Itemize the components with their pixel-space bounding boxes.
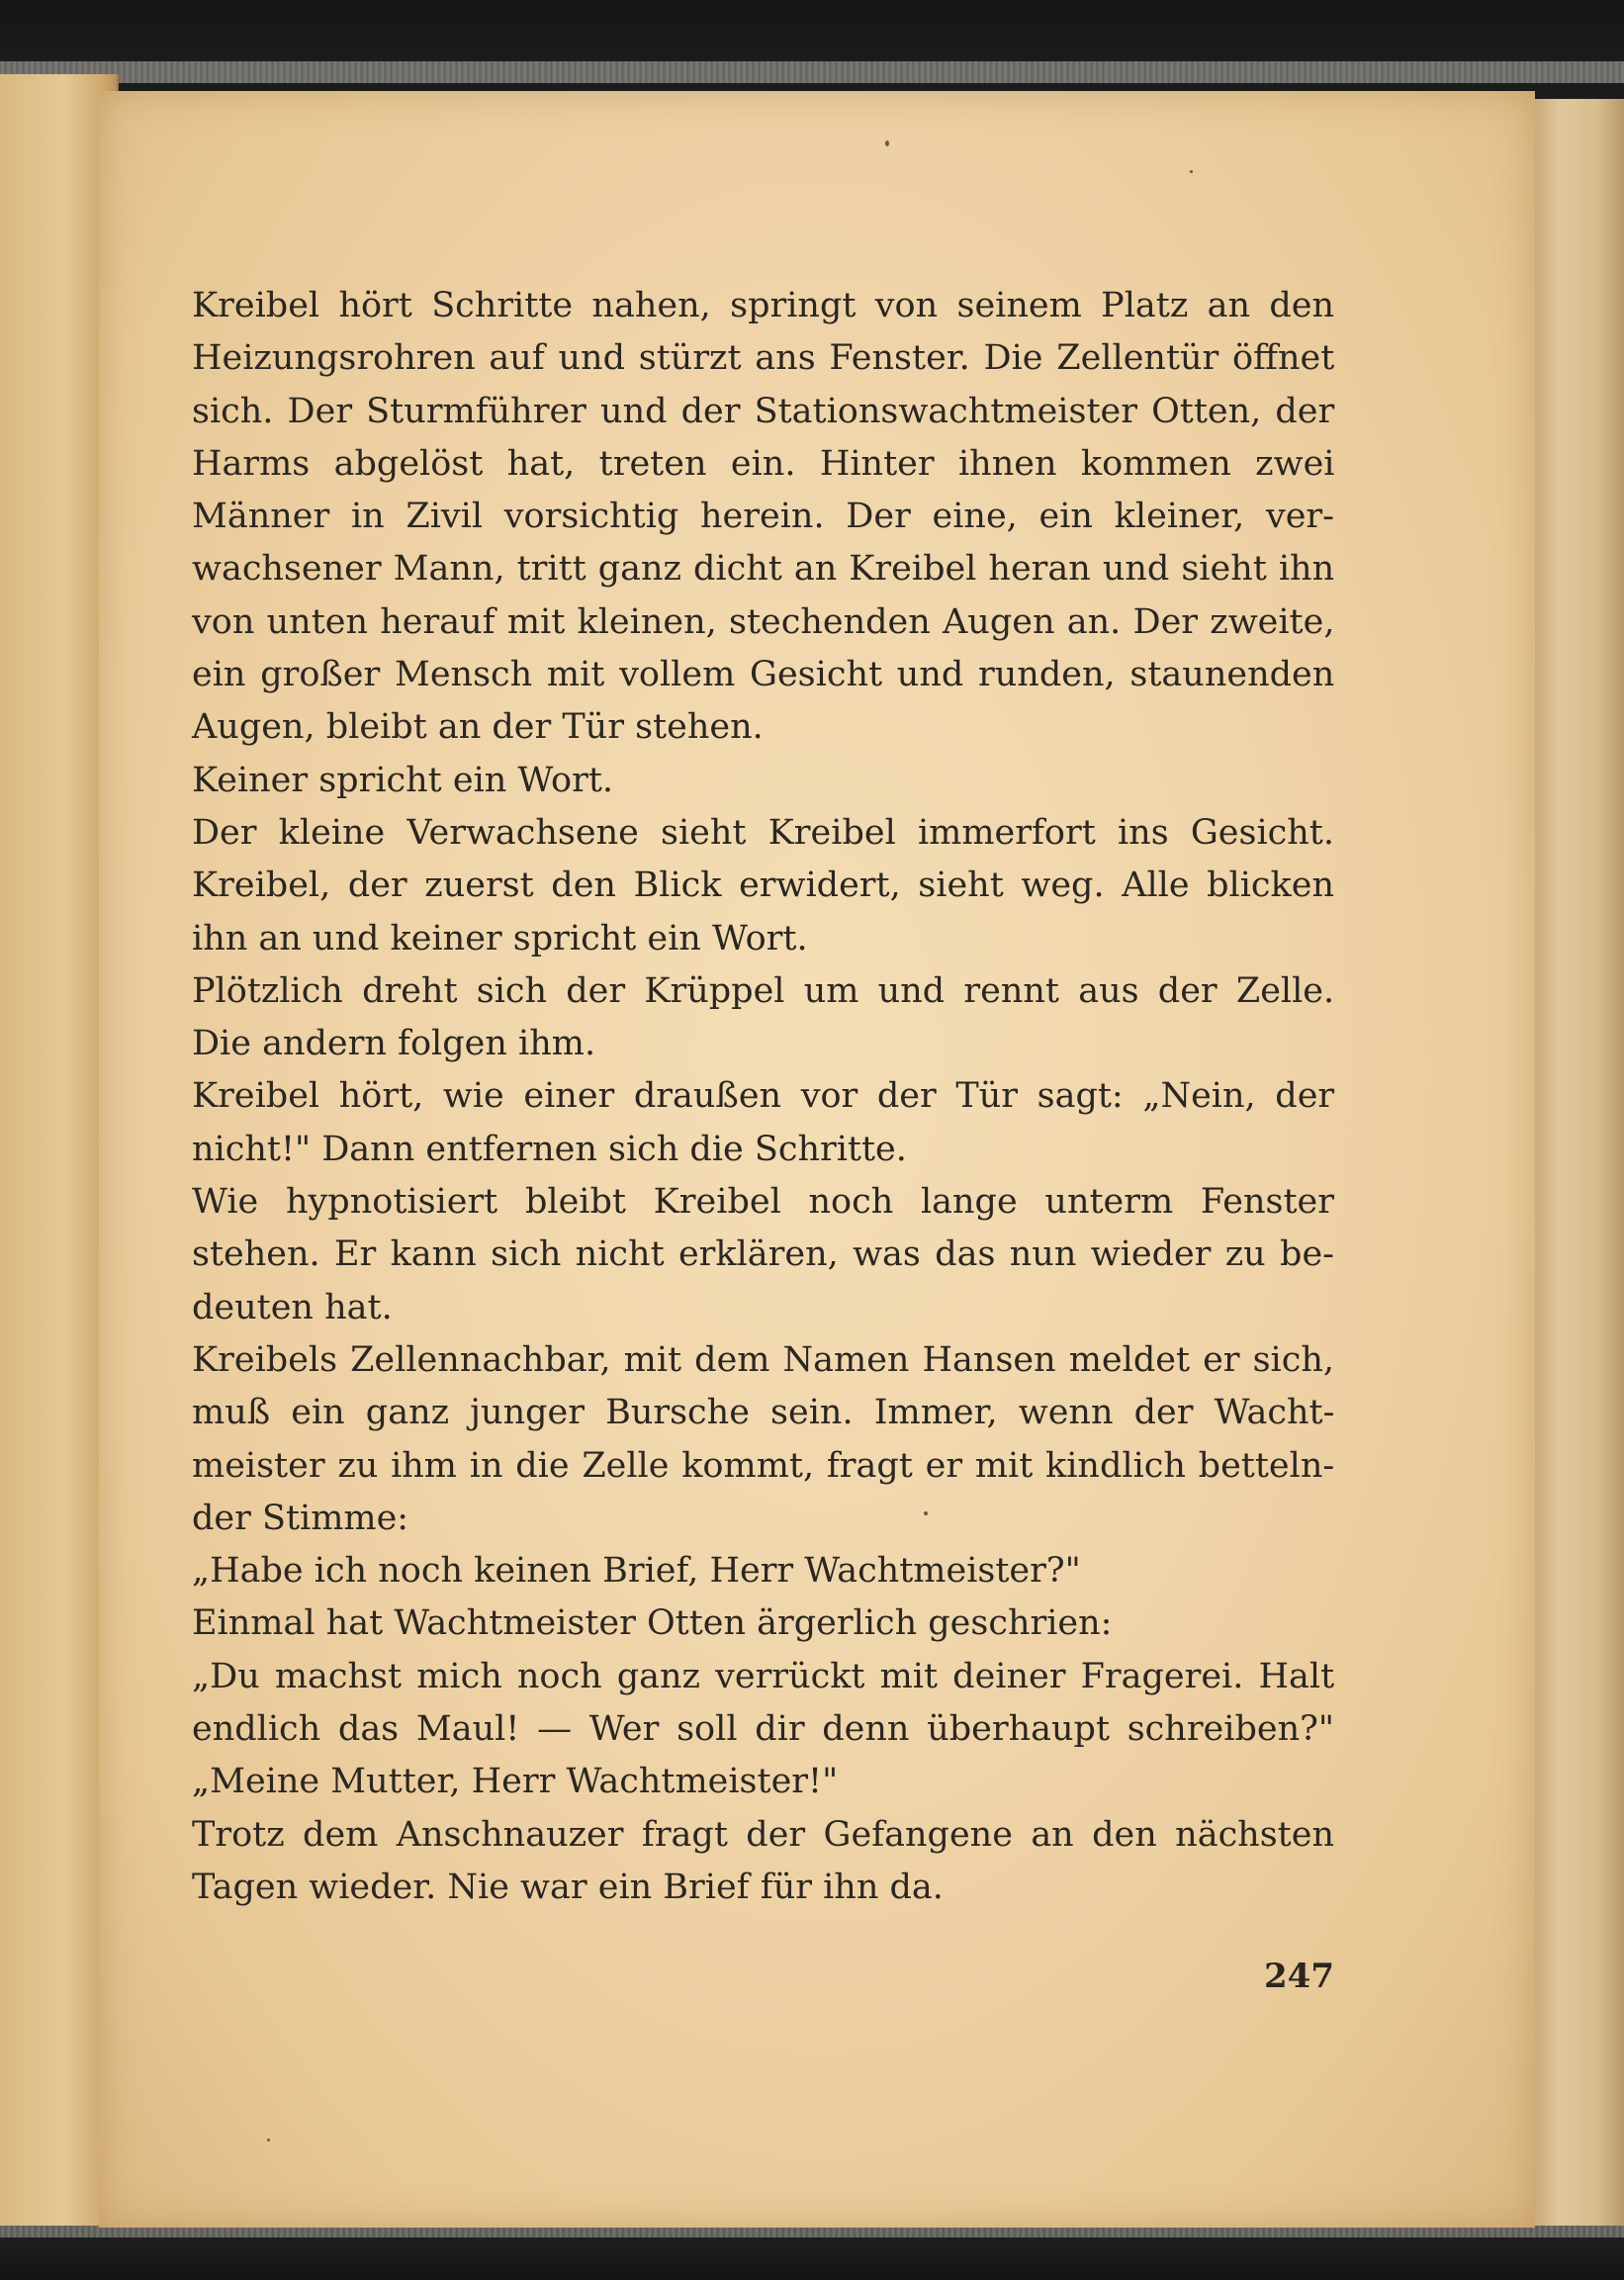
text-line: Heizungsrohren auf und stürzt ans Fenster. Die Zellentür öffnet xyxy=(192,338,1335,379)
text-line: meister zu ihm in die Zelle kommt, fragt er mit kindlich betteln- xyxy=(192,1445,1335,1486)
text-line: nicht!" Dann entfernen sich die Schritte. xyxy=(192,1129,907,1169)
text-line: Kreibel, der zuerst den Blick erwidert, sieht weg. Alle blicken xyxy=(192,866,1334,906)
page-number: 247 xyxy=(1264,1957,1334,1996)
text-line: Kreibels Zellennachbar, mit dem Namen Hansen meldet er sich, xyxy=(192,1339,1334,1380)
paper-speck xyxy=(885,140,889,146)
book-cover-top-edge xyxy=(0,61,1624,83)
text-line: deuten hat. xyxy=(192,1287,393,1327)
text-line: stehen. Er kann sich nicht erklären, was das nun wieder zu be- xyxy=(192,1234,1334,1275)
text-line: sich. Der Sturmführer und der Stationswachtmeister Otten, der xyxy=(192,391,1335,431)
text-line: Augen, bleibt an der Tür stehen. xyxy=(192,707,764,748)
text-line: endlich das Maul! — Wer soll dir denn überhaupt schreiben?" xyxy=(192,1709,1334,1750)
text-line: Der kleine Verwachsene sieht Kreibel immerfort ins Gesicht. xyxy=(192,812,1334,853)
text-line: Männer in Zivil vorsichtig herein. Der eine, ein kleiner, ver- xyxy=(192,497,1334,537)
text-line: ein großer Mensch mit vollem Gesicht und runden, staunenden xyxy=(192,655,1335,695)
text-line: „Du machst mich noch ganz verrückt mit deiner Fragerei. Halt xyxy=(192,1656,1335,1696)
text-line: der Stimme: xyxy=(192,1498,409,1538)
text-line: Die andern folgen ihm. xyxy=(192,1024,596,1064)
text-line: „Meine Mutter, Herr Wachtmeister!" xyxy=(192,1762,839,1802)
paper-speck xyxy=(1190,170,1193,173)
body-text xyxy=(192,280,1334,1914)
text-line: Kreibel hört Schritte nahen, springt von seinem Platz an den xyxy=(192,286,1335,325)
paper-speck xyxy=(267,2139,270,2142)
right-page-edges xyxy=(1533,99,1624,2226)
text-line: muß ein ganz junger Bursche sein. Immer, wenn der Wacht- xyxy=(192,1393,1335,1433)
text-line: „Habe ich noch keinen Brief, Herr Wachtmeister?" xyxy=(192,1551,1081,1592)
text-line: Keiner spricht ein Wort. xyxy=(192,760,614,800)
text-line: Plötzlich dreht sich der Krüppel um und rennt aus der Zelle. xyxy=(192,970,1335,1011)
text-line: ihn an und keiner spricht ein Wort. xyxy=(192,918,808,958)
text-line: Kreibel hört, wie einer draußen vor der Tür sagt: „Nein, der xyxy=(192,1076,1335,1117)
text-line: Trotz dem Anschnauzer fragt der Gefangene an den nächsten xyxy=(192,1814,1334,1855)
text-line: Wie hypnotisiert bleibt Kreibel noch lange unterm Fenster xyxy=(192,1182,1334,1223)
text-line: Tagen wieder. Nie war ein Brief für ihn da. xyxy=(192,1867,944,1907)
text-line: von unten herauf mit kleinen, stechenden Augen an. Der zweite, xyxy=(192,601,1335,642)
text-line: wachsener Mann, tritt ganz dicht an Kreibel heran und sieht ihn xyxy=(192,549,1335,590)
text-line: Einmal hat Wachtmeister Otten ärgerlich geschrien: xyxy=(192,1603,1113,1644)
text-line: Harms abgelöst hat, treten ein. Hinter ihnen kommen zwei xyxy=(192,443,1335,484)
